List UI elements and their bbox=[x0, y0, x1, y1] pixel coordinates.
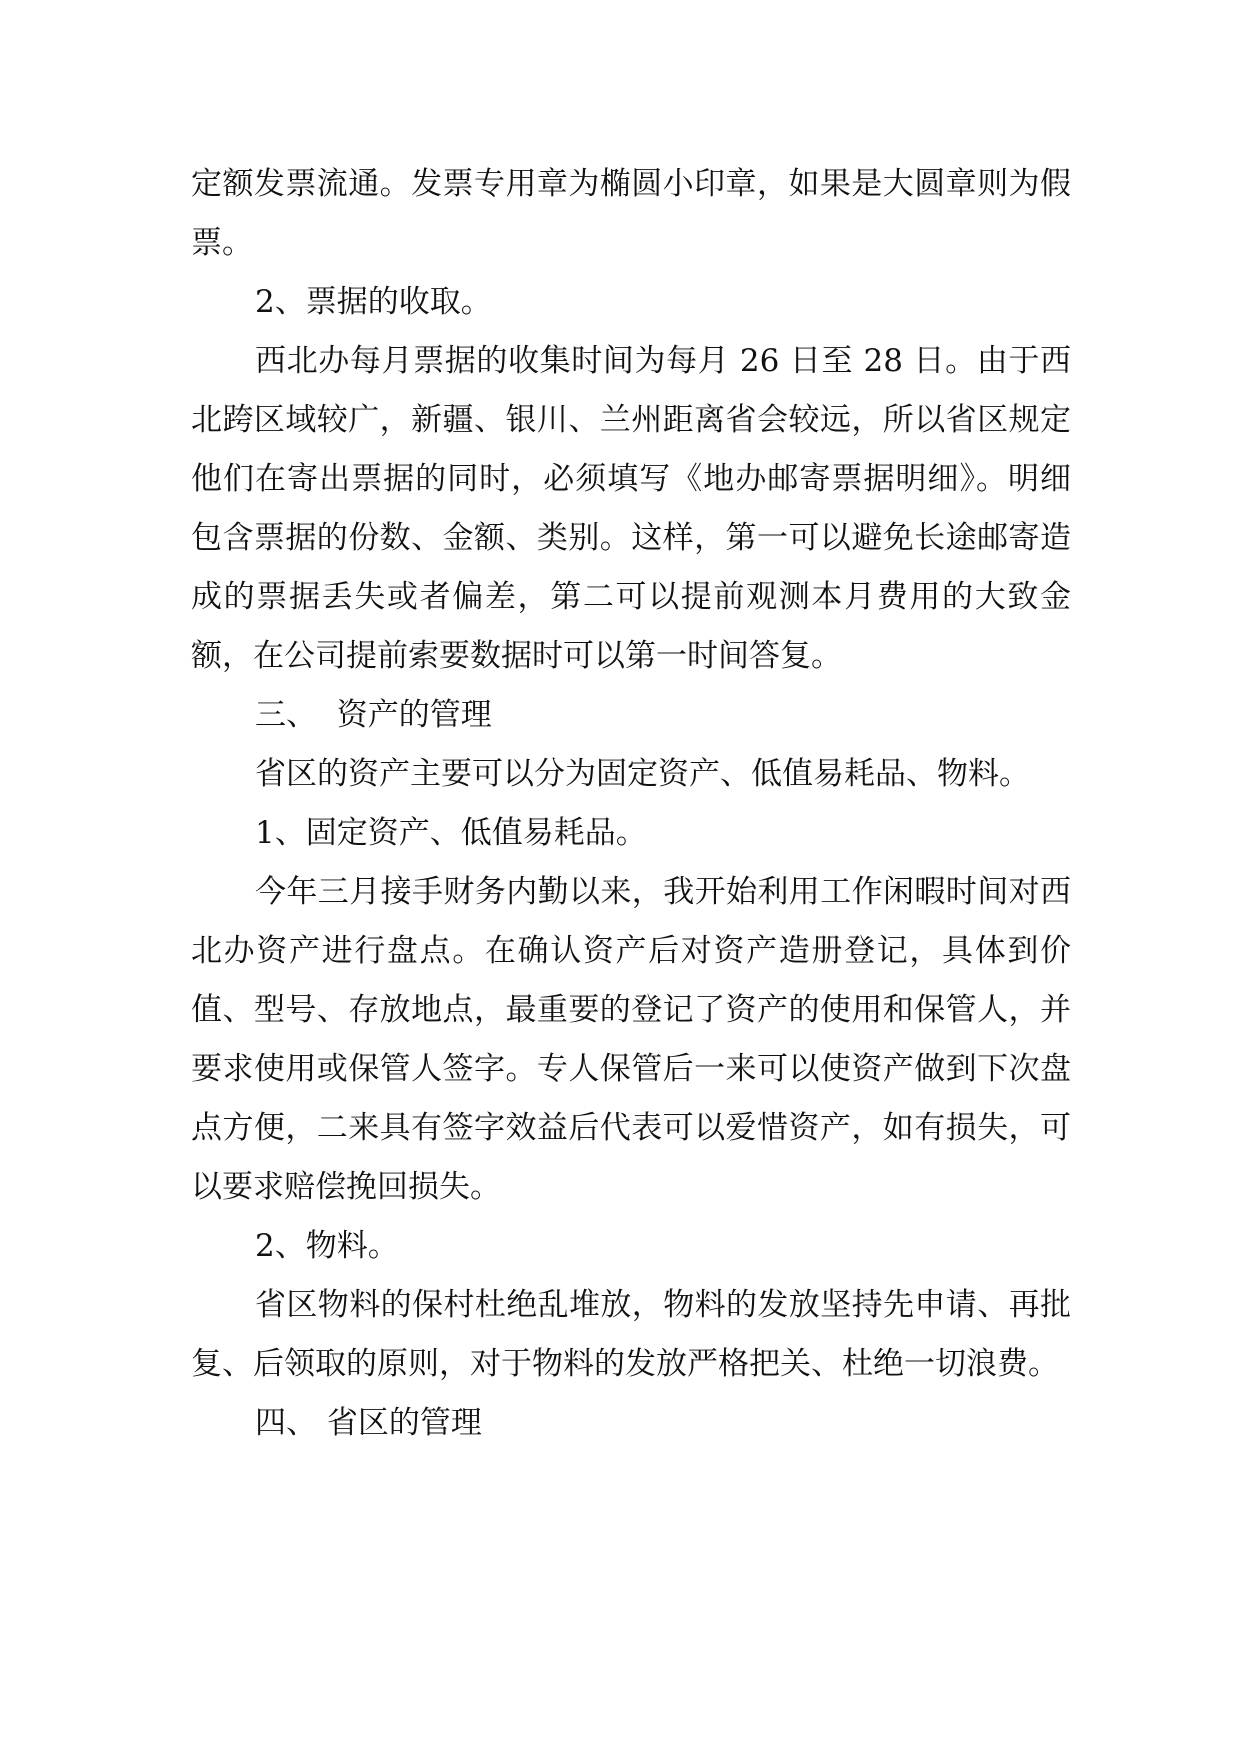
paragraph-invoice-continuation: 定额发票流通。发票专用章为椭圆小印章，如果是大圆章则为假票。 bbox=[191, 166, 1071, 261]
section-heading-asset-management: 三、 资产的管理 bbox=[255, 697, 492, 733]
paragraph-receipt-collection: 西北办每月票据的收集时间为每月 26 日至 28 日。由于西北跨区域较广，新疆、银川、兰州距离省会较远，所以省区规定他们在寄出票据的同时，必须填写《地办邮寄票据明细》。明细包含票据的份数、金额、类别。这样，第一可以避免长途邮寄造成的票据丢失或者偏差，第二可以提前观测本月费用的大致金额，在公司提前索要数据时可以第一时间答复。 bbox=[191, 343, 1071, 674]
paragraph-fixed-assets: 今年三月接手财务内勤以来，我开始利用工作闲暇时间对西北办资产进行盘点。在确认资产后对资产造册登记，具体到价值、型号、存放地点，最重要的登记了资产的使用和保管人，并要求使用或保管人签字。专人保管后一来可以使资产做到下次盘点方便，二来具有签字效益后代表可以爱惜资产，如有损失，可以要求赔偿挽回损失。 bbox=[191, 874, 1071, 1205]
subheading-fixed-assets: 1、固定资产、低值易耗品。 bbox=[255, 815, 647, 851]
document-body bbox=[191, 155, 1071, 1453]
section-heading-province-management: 四、 省区的管理 bbox=[255, 1405, 482, 1441]
subheading-materials: 2、物料。 bbox=[255, 1228, 399, 1264]
subheading-receipt-collection: 2、票据的收取。 bbox=[255, 284, 492, 320]
paragraph-asset-categories: 省区的资产主要可以分为固定资产、低值易耗品、物料。 bbox=[255, 756, 1030, 792]
paragraph-materials: 省区物料的保村杜绝乱堆放，物料的发放坚持先申请、再批复、后领取的原则，对于物料的发放严格把关、杜绝一切浪费。 bbox=[191, 1287, 1071, 1382]
